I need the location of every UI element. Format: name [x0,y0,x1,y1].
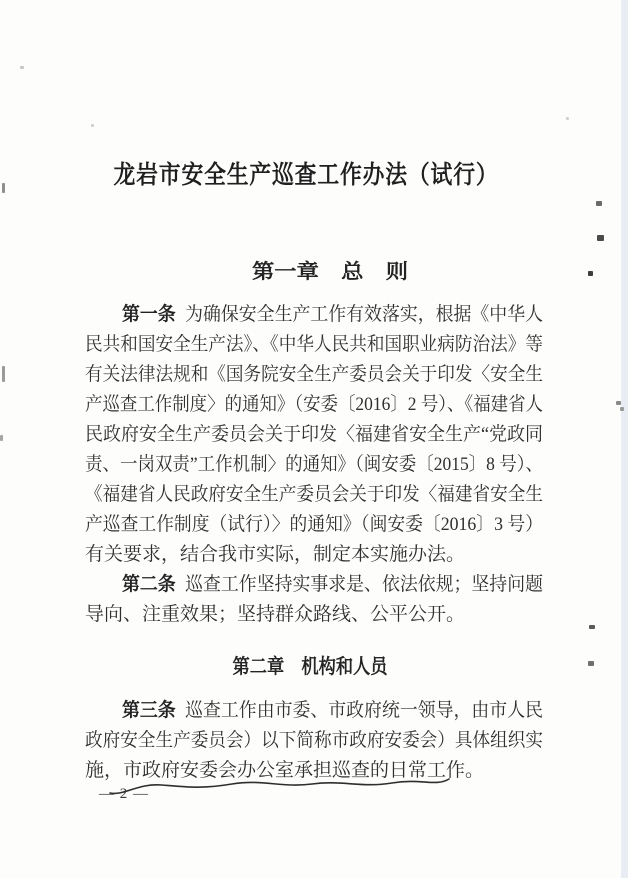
scan-speck [596,201,602,206]
scan-speck [588,661,594,666]
article1-line-7: 《福建省人民政府安全生产委员会关于印发〈福建省安全生 [85,484,543,505]
chapter2-heading: 第二章 机构和人员 [232,656,388,678]
scan-speck [597,235,604,241]
chapter2-heading-row [85,650,535,679]
scan-speck [2,366,5,382]
article1-text: 为确保安全生产工作有效落实，根据《中华人 [185,304,543,325]
article2-line-2: 导向、注重效果；坚持群众路线、公平公开。 [85,604,466,625]
article3-text: 巡查工作由市委、市政府统一领导，由市人民 [185,700,543,721]
scan-speck [616,401,621,405]
body-block-1 [85,300,543,630]
article2-text: 巡查工作坚持实事求是、依法依规；坚持问题 [185,574,543,595]
scan-speck [566,117,569,120]
article1-line-2: 民共和国安全生产法》、《中华人民共和国职业病防治法》等 [85,334,543,355]
chapter1-heading: 第一章 总 则 [252,261,408,283]
scan-speck [91,124,94,127]
article2-label: 第二条 [122,574,176,595]
article3-line-3: 施，市政府安委会办公室承担巡查的日常工作。 [85,760,485,781]
scan-speck [2,183,5,193]
article3-label: 第三条 [122,700,176,721]
article1-line-8: 产巡查工作制度（试行）〉的通知》（闽安委〔2016〕3 号） [85,514,543,535]
article3-line-2: 政府安全生产委员会）以下简称市政府安委会）具体组织实 [85,730,543,751]
article1-line-5: 民政府安全生产委员会关于印发〈福建省安全生产“党政同 [85,424,543,445]
article1-label: 第一条 [122,304,176,325]
article2-line-1 [85,570,543,600]
body-block-2 [85,696,543,786]
scan-edge-strip [621,0,628,878]
handwritten-wavy-underline [104,774,454,798]
article1-line-4: 产巡查工作制度〉的通知》（安委〔2016〕2 号）、《福建省人 [85,394,543,415]
article1-line-6: 责、一岗双责”工作机制〉的通知》（闽安委〔2015〕8 号）、 [85,454,543,475]
article1-line-3: 有关法律法规和《国务院安全生产委员会关于印发〈安全生 [85,364,543,385]
scan-speck [588,271,593,276]
chapter1-heading-row [85,255,575,284]
document-title-row [85,155,525,191]
scan-speck [0,435,3,441]
scan-speck [589,625,595,629]
scan-speck [620,407,624,411]
article3-line-1 [85,696,543,726]
page-number: — 2 — [99,786,149,802]
article1-line-1 [85,300,543,330]
article1-line-9: 有关要求，结合我市实际，制定本实施办法。 [85,544,466,565]
document-title: 龙岩市安全生产巡查工作办法（试行） [113,161,499,189]
scan-speck [20,66,24,69]
